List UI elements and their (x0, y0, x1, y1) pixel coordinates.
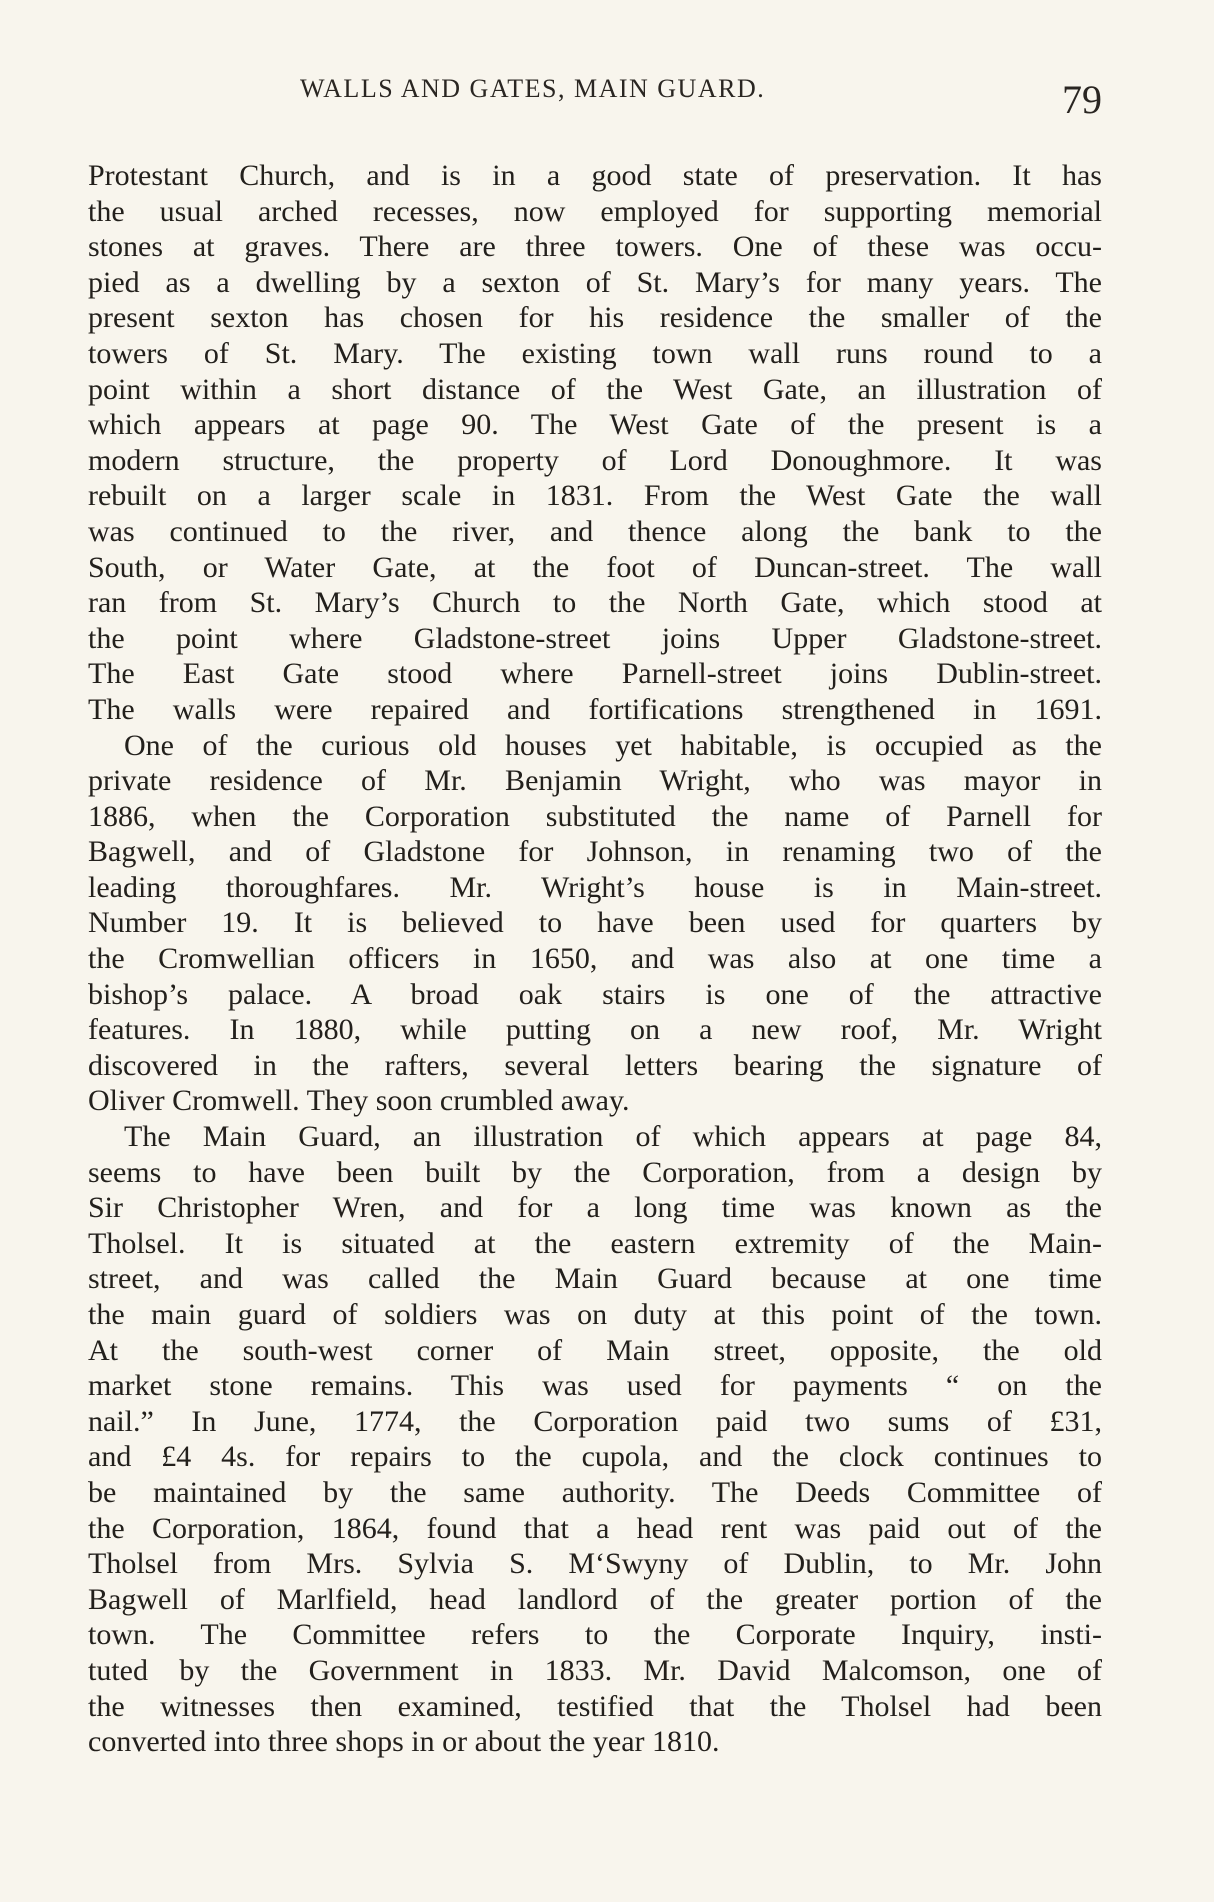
text-line: and £4 4s. for repairs to the cupola, and the clock continues to (88, 1440, 1102, 1474)
text-line: One of the curious old houses yet habitable, is occupied as the (124, 728, 1102, 762)
text-line: rebuilt on a larger scale in 1831. From the West Gate the wall (88, 479, 1102, 513)
text-line: Protestant Church, and is in a good state of preservation. It has (88, 159, 1102, 192)
text-line: features. In 1880, while putting on a new roof, Mr. Wright (88, 1013, 1102, 1047)
text-line: 1886, when the Corporation substituted the name of Parnell for (88, 799, 1102, 833)
text-line: The walls were repaired and fortifications strengthened in 1691. (88, 692, 1102, 726)
text-line: be maintained by the same authority. The Deeds Committee of (88, 1475, 1102, 1509)
text-line: The East Gate stood where Parnell-street joins Dublin-street. (88, 657, 1102, 691)
text-line: was continued to the river, and thence along the bank to the (88, 514, 1102, 548)
body-text (88, 158, 1102, 1760)
text-line: point within a short distance of the West Gate, an illustration of (88, 372, 1102, 406)
text-line: discovered in the rafters, several letters bearing the signature of (88, 1048, 1102, 1082)
text-line: stones at graves. There are three towers. One of these was occu- (88, 230, 1102, 264)
text-line: Oliver Cromwell. They soon crumbled away. (88, 1084, 630, 1118)
text-line: street, and was called the Main Guard because at one time (88, 1262, 1102, 1296)
text-line: tuted by the Government in 1833. Mr. David Malcomson, one of (88, 1653, 1102, 1687)
text-line: South, or Water Gate, at the foot of Duncan-street. The wall (88, 550, 1102, 584)
text-line: Bagwell of Marlfield, head landlord of the greater portion of the (88, 1582, 1102, 1616)
text-line: town. The Committee refers to the Corporate Inquiry, insti- (88, 1618, 1102, 1652)
text-line: Bagwell, and of Gladstone for Johnson, in renaming two of the (88, 835, 1102, 869)
text-line: leading thoroughfares. Mr. Wright’s house is in Main-street. (88, 870, 1102, 904)
text-line: ran from St. Mary’s Church to the North Gate, which stood at (88, 586, 1102, 620)
text-line: towers of St. Mary. The existing town wall runs round to a (88, 336, 1102, 370)
text-line: converted into three shops in or about the year 1810. (88, 1725, 720, 1759)
text-line: modern structure, the property of Lord Donoughmore. It was (88, 443, 1102, 477)
text-line: private residence of Mr. Benjamin Wright, who was mayor in (88, 764, 1102, 798)
text-line: Number 19. It is believed to have been used for quarters by (88, 906, 1102, 940)
text-line: the point where Gladstone-street joins Upper Gladstone-street. (88, 621, 1102, 655)
text-line: Tholsel from Mrs. Sylvia S. M‘Swyny of Dublin, to Mr. John (88, 1547, 1102, 1581)
running-head-title: WALLS AND GATES, MAIN GUARD. (300, 74, 766, 103)
text-line: Tholsel. It is situated at the eastern extremity of the Main- (88, 1226, 1102, 1260)
text-line: seems to have been built by the Corporation, from a design by (88, 1155, 1102, 1189)
text-line: the witnesses then examined, testified that the Tholsel had been (88, 1689, 1102, 1723)
text-line: The Main Guard, an illustration of which appears at page 84, (124, 1120, 1102, 1154)
text-line: the Cromwellian officers in 1650, and was also at one time a (88, 942, 1102, 976)
text-line: present sexton has chosen for his residence the smaller of the (88, 301, 1102, 335)
text-line: the main guard of soldiers was on duty at this point of the town. (88, 1298, 1102, 1331)
text-line: market stone remains. This was used for payments “ on the (88, 1369, 1102, 1403)
text-line: which appears at page 90. The West Gate of the present is a (88, 408, 1102, 442)
text-line: the Corporation, 1864, found that a head rent was paid out of the (88, 1511, 1102, 1545)
text-line: At the south-west corner of Main street, opposite, the old (88, 1333, 1102, 1367)
text-line: the usual arched recesses, now employed for supporting memorial (88, 194, 1102, 228)
text-line: Sir Christopher Wren, and for a long time was known as the (88, 1191, 1102, 1225)
text-line: nail.” In June, 1774, the Corporation paid two sums of £31, (88, 1404, 1102, 1438)
page-number: 79 (1062, 77, 1102, 122)
text-line: bishop’s palace. A broad oak stairs is one of the attractive (88, 977, 1102, 1011)
text-line: pied as a dwelling by a sexton of St. Mary’s for many years. The (88, 265, 1102, 299)
